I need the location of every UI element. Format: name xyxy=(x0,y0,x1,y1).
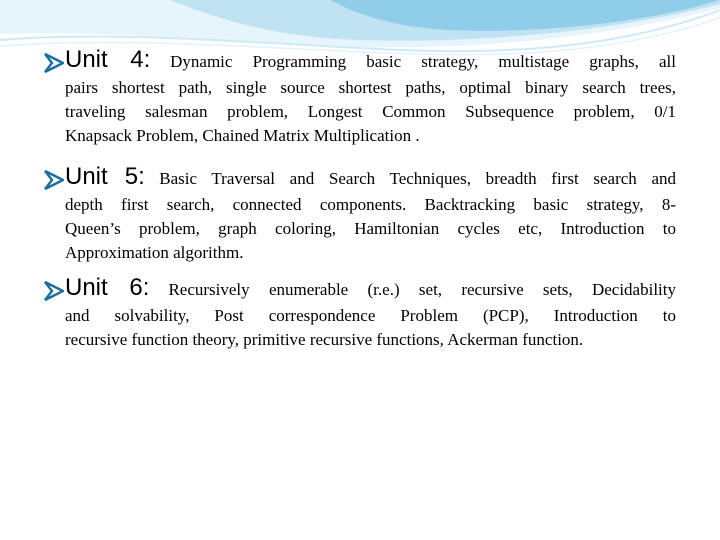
unit-5-label: Unit 5: xyxy=(65,163,145,190)
unit-4-line: traveling salesman problem, Longest Common Subsequence problem, 0/1 xyxy=(65,102,676,121)
unit-6-first-line: Recursively enumerable (r.e.) set, recursive sets, Decidability xyxy=(168,280,676,299)
unit-6-line: and solvability, Post correspondence Problem (PCP), Introduction to xyxy=(65,306,676,325)
unit-4-line: pairs shortest path, single source shortest paths, optimal binary search trees, xyxy=(65,78,676,97)
unit-5-block xyxy=(44,163,676,265)
unit-4-block xyxy=(44,46,676,148)
unit-4-description xyxy=(44,76,676,148)
unit-6-block xyxy=(44,274,676,352)
unit-6-line: recursive function theory, primitive recursive functions, Ackerman function. xyxy=(65,330,584,349)
unit-6-heading xyxy=(44,274,676,302)
unit-5-line: depth first search, connected components. Backtracking basic strategy, 8- xyxy=(65,195,676,214)
unit-4-first-line: Dynamic Programming basic strategy, multistage graphs, all xyxy=(170,52,676,71)
unit-6-label: Unit 6: xyxy=(65,274,150,301)
unit-5-heading xyxy=(44,163,676,191)
unit-4-label: Unit 4: xyxy=(65,46,151,73)
unit-5-description xyxy=(44,193,676,265)
unit-4-heading xyxy=(44,46,676,74)
unit-6-description xyxy=(44,304,676,352)
unit-5-line: Approximation algorithm. xyxy=(65,243,244,262)
unit-4-line: Knapsack Problem, Chained Matrix Multiplication . xyxy=(65,126,420,145)
unit-5-first-line: Basic Traversal and Search Techniques, breadth first search and xyxy=(159,169,677,188)
unit-5-line: Queen’s problem, graph coloring, Hamiltonian cycles etc, Introduction to xyxy=(65,219,676,238)
